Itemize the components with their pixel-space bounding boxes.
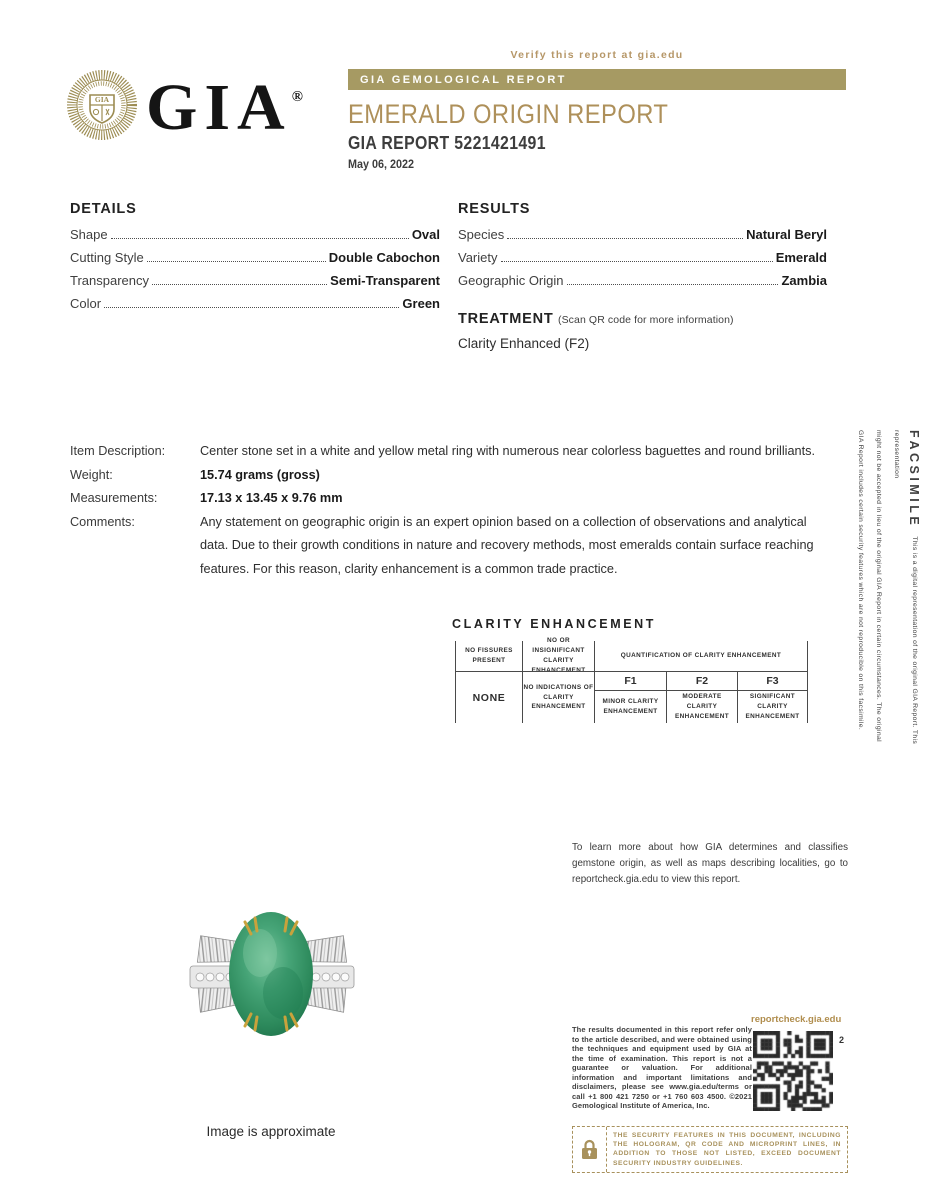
facsimile-line-2: might not be accepted in lieu of the original GIA Report in certain circumstances. The original <box>875 430 882 742</box>
result-row-geographic-origin: Geographic Origin Zambia <box>458 273 827 288</box>
dot-leader <box>147 261 326 262</box>
learn-more-note: To learn more about how GIA determines and classifies gemstone origin, as well as maps describing localities, go to reportcheck.gia.edu to view this report. <box>572 842 848 885</box>
dot-leader <box>501 261 773 262</box>
legal-disclaimer: The results documented in this report refer only to the article described, and were obtained using the techniques and equipment used by GIA at the time of examination. This report is not a guarantee or valuation. For additional information and important limitations and disclaimers, please see www.gia.edu/terms or call +1 800 421 7250 or +1 760 603 4500. ©2021 Gemological Institute of America, Inc. <box>572 1025 752 1111</box>
report-title: EMERALD ORIGIN REPORT <box>348 99 669 129</box>
clarity-col1-value: NONE <box>455 671 523 723</box>
gia-logotype: GIA® <box>146 71 303 144</box>
facsimile-disclaimer <box>851 430 923 775</box>
report-type-banner: GIA GEMOLOGICAL REPORT <box>348 69 846 90</box>
detail-row-transparency: Transparency Semi-Transparent <box>70 273 440 288</box>
gia-seal-logo <box>66 69 138 141</box>
grade-f1-label: MINOR CLARITY ENHANCEMENT <box>602 698 659 715</box>
desc-row-measurements: Measurements: 17.13 x 13.45 x 9.76 mm <box>70 491 343 505</box>
result-row-species: Species Natural Beryl <box>458 227 827 242</box>
clarity-enhancement-table <box>455 637 808 723</box>
qr-caption-link[interactable]: reportcheck.gia.edu <box>751 1014 842 1025</box>
verify-link[interactable]: Verify this report at gia.edu <box>510 49 684 61</box>
clarity-enhancement-title: CLARITY ENHANCEMENT <box>452 617 657 631</box>
detail-row-color: Color Green <box>70 296 440 311</box>
detail-row-shape: Shape Oval <box>70 227 440 242</box>
detail-row-cutting-style: Cutting Style Double Cabochon <box>70 250 440 265</box>
facsimile-line-1: FACSIMILE This is a digital representation of the original GIA Report. This representation <box>893 430 921 745</box>
item-description-section <box>70 440 832 581</box>
ring-image <box>188 898 356 1046</box>
grade-f2-label: MODERATE CLARITY ENHANCEMENT <box>666 691 737 723</box>
grade-f3-code: F3 <box>737 671 808 691</box>
desc-row-comments: Comments: Any statement on geographic origin is an expert opinion based on a collection of observations and analytical data. Due to their growth conditions in nature and recovery methods, most emeralds contain surface reaching features. For this reason, clarity enhancement is a common trade practice. <box>70 514 814 576</box>
treatment-value: Clarity Enhanced (F2) <box>458 336 590 351</box>
clarity-col2-value: NO INDICATIONS OF CLARITY ENHANCEMENT <box>523 671 595 723</box>
seal-gia-text: GIA <box>94 95 110 104</box>
details-heading: DETAILS <box>70 201 137 217</box>
report-date: May 06, 2022 <box>348 157 415 171</box>
details-section <box>70 201 440 319</box>
clarity-quant-header: QUANTIFICATION OF CLARITY ENHANCEMENT <box>595 641 808 671</box>
results-heading: RESULTS <box>458 201 531 217</box>
image-caption: Image is approximate <box>206 1124 336 1139</box>
clarity-col1-header: NO FISSURES PRESENT <box>455 641 523 671</box>
security-notice-text: THE SECURITY FEATURES IN THIS DOCUMENT, INCLUDING THE HOLOGRAM, QR CODE AND MICROPRINT LINES, IN ADDITION TO THOSE NOT LISTED, EXCEED DOCUMENT SECURITY INDUSTRY GUIDELINES. <box>613 1132 841 1167</box>
report-number: GIA REPORT 5221421491 <box>348 133 546 153</box>
treatment-note: (Scan QR code for more information) <box>557 314 734 326</box>
dot-leader <box>111 238 409 239</box>
dot-leader <box>104 307 399 308</box>
result-row-variety: Variety Emerald <box>458 250 827 265</box>
facsimile-line-3: GIA Report includes certain security features which are not reproducible on this facsimile. <box>857 430 864 731</box>
qr-code <box>753 1031 833 1111</box>
grade-f3-label: SIGNIFICANT CLARITY ENHANCEMENT <box>737 691 808 723</box>
page-number: 2 <box>839 1035 845 1045</box>
facsimile-word: FACSIMILE <box>907 430 921 529</box>
dot-leader <box>507 238 743 239</box>
lock-icon <box>573 1127 607 1172</box>
clarity-col2-header: NO OR INSIGNIFICANT CLARITY ENHANCEMENT <box>523 641 595 671</box>
treatment-section <box>458 310 827 351</box>
dot-leader <box>152 284 327 285</box>
registered-mark: ® <box>291 89 303 105</box>
desc-row-weight: Weight: 15.74 grams (gross) <box>70 467 320 482</box>
treatment-heading: TREATMENT <box>458 311 554 327</box>
results-section <box>458 201 827 351</box>
grade-f1-code: F1 <box>595 671 666 691</box>
desc-row-item-description: Item Description: Center stone set in a white and yellow metal ring with numerous near colorless baguettes and round brilliants. <box>70 444 815 458</box>
dot-leader <box>567 284 779 285</box>
security-notice-box <box>572 1126 848 1173</box>
grade-f2-code: F2 <box>666 671 737 691</box>
